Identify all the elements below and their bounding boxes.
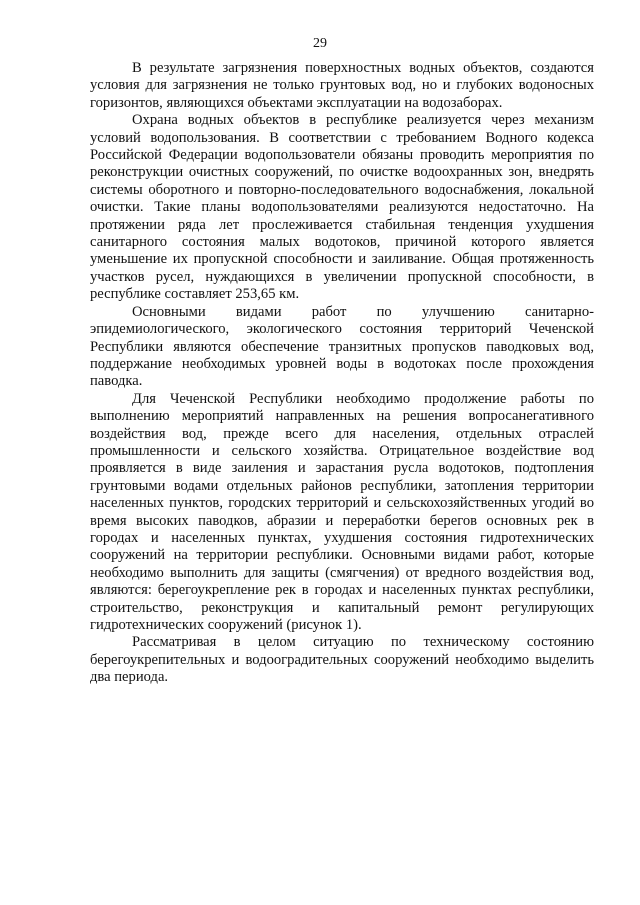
paragraph-main-works: Основными видами работ по улучшению санитарно-эпидемиологического, экологического состояния территорий Чеченской Республики являются обеспечение транзитных пропусков паводковых вод, поддержание необходимых уровней воды в водотоках после прохождения паводка. — [90, 303, 594, 390]
document-body — [90, 60, 594, 687]
page-number: 29 — [313, 36, 327, 51]
paragraph-pollution: В результате загрязнения поверхностных водных объектов, создаются условия для загрязнения не только грунтовых вод, но и глубоких водоносных горизонтов, являющихся объектами эксплуатации на водозаборах. — [90, 60, 594, 111]
paragraph-negative-impact: Для Чеченской Республики необходимо продолжение работы по выполнению мероприятий направленных на решения вопросанегативного воздействия вод, прежде всего для населения, отдельных отраслей промышленности и сельского хозяйства. Отрицательное воздействие вод проявляется в виде заиления и зарастания русла водотоков, подтопления грунтовыми водами отдельных районов республики, затопления территории населенных пунктов, городских территорий и сельскохозяйственных угодий во время высоких паводков, абразии и переработки берегов основных рек в городах и населенных пунктах, ухудшения состояния гидротехнических сооружений на территории республики. Основными видами работ, которые необходимо выполнить для защиты (смягчения) от вредного воздействия вод, являются: берегоукрепление рек в городах и населенных пунктах республики, строительство, реконструкция и капитальный ремонт регулирующих гидротехнических сооружений (рисунок 1). — [90, 390, 594, 633]
paragraph-water-protection: Охрана водных объектов в республике реализуется через механизм условий водопользования. В соответствии с требованием Водного кодекса Российской Федерации водопользователи обязаны проводить мероприятия по реконструкции очистных сооружений, по очистке водоохранных зон, внедрять системы оборотного и повторно-последовательного водоснабжения, локальной очистки. Такие планы водопользователями реализуются недостаточно. На протяжении ряда лет прослеживается стабильная тенденция ухудшения санитарного состояния малых водотоков, причиной которого является уменьшение их пропускной способности и заиливание. Общая протяженность участков русел, нуждающихся в увеличении пропускной способности, в республике составляет 253,65 км. — [90, 112, 594, 303]
paragraph-two-periods: Рассматривая в целом ситуацию по техническому состоянию берегоукрепительных и водооградительных сооружений необходимо выделить два периода. — [90, 634, 594, 686]
